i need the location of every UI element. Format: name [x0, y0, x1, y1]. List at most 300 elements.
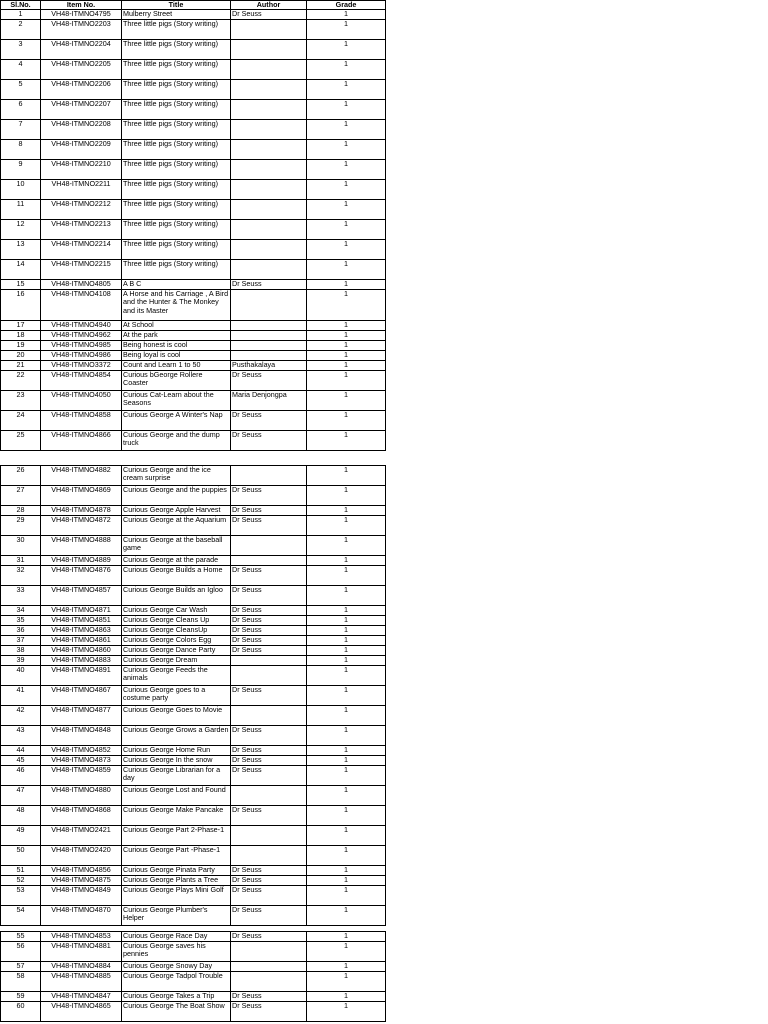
grade-cell: 1 [307, 10, 386, 19]
sl-no-cell: 17 [1, 320, 41, 330]
header-author: Author [231, 1, 307, 10]
table-row [1, 786, 386, 806]
author-cell: Dr Seuss [231, 906, 307, 926]
table-row [1, 876, 386, 886]
author-cell: Dr Seuss [231, 606, 307, 616]
item-no-cell: VH48-ITMNO2215 [41, 259, 122, 279]
grade-cell: 1 [307, 536, 386, 556]
sl-no-cell: 48 [1, 806, 41, 826]
grade-cell: 1 [307, 866, 386, 876]
title-cell: Curious George at the parade [122, 556, 231, 566]
grade-cell: 1 [307, 846, 386, 866]
sl-no-cell: 12 [1, 219, 41, 239]
grade-cell: 1 [307, 556, 386, 566]
table-row [1, 466, 386, 486]
author-cell [231, 666, 307, 686]
grade-cell: 1 [307, 506, 386, 516]
header-sl-no: Sl.No. [1, 1, 41, 10]
author-cell [231, 39, 307, 59]
item-no-cell: VH48-ITMNO4856 [41, 866, 122, 876]
grade-cell: 1 [307, 756, 386, 766]
author-cell: Dr Seuss [231, 932, 307, 942]
title-cell: Curious George Plumber's Helper [122, 906, 231, 926]
item-no-cell: VH48-ITMNO4878 [41, 506, 122, 516]
sl-no-cell: 42 [1, 706, 41, 726]
grade-cell: 1 [307, 320, 386, 330]
table-row [1, 932, 386, 942]
author-cell: Dr Seuss [231, 1002, 307, 1022]
grade-cell: 1 [307, 350, 386, 360]
grade-cell: 1 [307, 340, 386, 350]
author-cell [231, 119, 307, 139]
sl-no-cell: 47 [1, 786, 41, 806]
item-no-cell: VH48-ITMNO4875 [41, 876, 122, 886]
item-no-cell: VH48-ITMNO4891 [41, 666, 122, 686]
item-no-cell: VH48-ITMNO4869 [41, 486, 122, 506]
item-no-cell: VH48-ITMNO2420 [41, 846, 122, 866]
grade-cell: 1 [307, 726, 386, 746]
sl-no-cell: 33 [1, 586, 41, 606]
author-cell: Dr Seuss [231, 766, 307, 786]
grade-cell: 1 [307, 19, 386, 39]
grade-cell: 1 [307, 79, 386, 99]
author-cell: Dr Seuss [231, 616, 307, 626]
table-row [1, 360, 386, 370]
author-cell [231, 199, 307, 219]
title-cell: Three little pigs (Story writing) [122, 19, 231, 39]
sl-no-cell: 43 [1, 726, 41, 746]
sl-no-cell: 57 [1, 962, 41, 972]
grade-cell: 1 [307, 99, 386, 119]
title-cell: Curious bGeorge Rollere Coaster [122, 370, 231, 390]
item-no-cell: VH48-ITMNO4847 [41, 992, 122, 1002]
author-cell: Dr Seuss [231, 876, 307, 886]
item-no-cell: VH48-ITMNO4805 [41, 279, 122, 289]
item-no-cell: VH48-ITMNO4870 [41, 906, 122, 926]
author-cell: Dr Seuss [231, 506, 307, 516]
author-cell [231, 320, 307, 330]
sl-no-cell: 58 [1, 972, 41, 992]
sl-no-cell: 32 [1, 566, 41, 586]
item-no-cell: VH48-ITMNO4859 [41, 766, 122, 786]
table-row [1, 886, 386, 906]
item-no-cell: VH48-ITMNO3372 [41, 360, 122, 370]
author-cell [231, 59, 307, 79]
grade-cell: 1 [307, 706, 386, 726]
table-row [1, 340, 386, 350]
title-cell: Three little pigs (Story writing) [122, 199, 231, 219]
table-row [1, 666, 386, 686]
author-cell [231, 706, 307, 726]
title-cell: Three little pigs (Story writing) [122, 59, 231, 79]
table-row [1, 962, 386, 972]
grade-cell: 1 [307, 466, 386, 486]
grade-cell: 1 [307, 119, 386, 139]
author-cell: Dr Seuss [231, 866, 307, 876]
table-row [1, 199, 386, 219]
sl-no-cell: 19 [1, 340, 41, 350]
author-cell [231, 656, 307, 666]
item-no-cell: VH48-ITMNO2208 [41, 119, 122, 139]
sl-no-cell: 7 [1, 119, 41, 139]
item-no-cell: VH48-ITMNO4871 [41, 606, 122, 616]
author-cell: Dr Seuss [231, 886, 307, 906]
title-cell: Curious George Feeds the animals [122, 666, 231, 686]
grade-cell: 1 [307, 932, 386, 942]
sl-no-cell: 45 [1, 756, 41, 766]
grade-cell: 1 [307, 876, 386, 886]
grade-cell: 1 [307, 616, 386, 626]
sl-no-cell: 13 [1, 239, 41, 259]
author-cell [231, 179, 307, 199]
item-no-cell: VH48-ITMNO4872 [41, 516, 122, 536]
item-no-cell: VH48-ITMNO4985 [41, 340, 122, 350]
title-cell: Curious George In the snow [122, 756, 231, 766]
author-cell [231, 536, 307, 556]
item-table-part-3 [0, 931, 386, 1022]
table-row [1, 279, 386, 289]
table-row [1, 139, 386, 159]
sl-no-cell: 15 [1, 279, 41, 289]
item-no-cell: VH48-ITMNO4849 [41, 886, 122, 906]
grade-cell: 1 [307, 886, 386, 906]
grade-cell: 1 [307, 199, 386, 219]
item-no-cell: VH48-ITMNO2213 [41, 219, 122, 239]
table-row [1, 390, 386, 410]
table-row [1, 826, 386, 846]
item-no-cell: VH48-ITMNO4866 [41, 430, 122, 450]
table-row [1, 179, 386, 199]
sl-no-cell: 27 [1, 486, 41, 506]
item-no-cell: VH48-ITMNO4873 [41, 756, 122, 766]
title-cell: Mulberry Street [122, 10, 231, 19]
grade-cell: 1 [307, 606, 386, 616]
title-cell: Curious Cat-Learn about the Seasons [122, 390, 231, 410]
item-no-cell: VH48-ITMNO4858 [41, 410, 122, 430]
header-title: Title [122, 1, 231, 10]
table-row [1, 330, 386, 340]
grade-cell: 1 [307, 992, 386, 1002]
title-cell: Three little pigs (Story writing) [122, 159, 231, 179]
grade-cell: 1 [307, 139, 386, 159]
table-row [1, 486, 386, 506]
sl-no-cell: 56 [1, 942, 41, 962]
grade-cell: 1 [307, 566, 386, 586]
table-row [1, 686, 386, 706]
author-cell: Dr Seuss [231, 370, 307, 390]
table-row [1, 410, 386, 430]
author-cell [231, 259, 307, 279]
author-cell [231, 239, 307, 259]
sl-no-cell: 6 [1, 99, 41, 119]
item-no-cell: VH48-ITMNO4861 [41, 636, 122, 646]
sl-no-cell: 11 [1, 199, 41, 219]
sl-no-cell: 21 [1, 360, 41, 370]
item-no-cell: VH48-ITMNO2209 [41, 139, 122, 159]
title-cell: Three little pigs (Story writing) [122, 79, 231, 99]
author-cell [231, 289, 307, 320]
sl-no-cell: 22 [1, 370, 41, 390]
table-row [1, 972, 386, 992]
title-cell: Curious George Make Pancake [122, 806, 231, 826]
table-row [1, 516, 386, 536]
author-cell: Dr Seuss [231, 430, 307, 450]
item-no-cell: VH48-ITMNO4986 [41, 350, 122, 360]
grade-cell: 1 [307, 746, 386, 756]
title-cell: Curious George Plants a Tree [122, 876, 231, 886]
title-cell: Curious George Pinata Party [122, 866, 231, 876]
table-row [1, 350, 386, 360]
author-cell [231, 972, 307, 992]
item-no-cell: VH48-ITMNO2212 [41, 199, 122, 219]
table-row [1, 370, 386, 390]
table-row [1, 606, 386, 616]
table-row [1, 726, 386, 746]
grade-cell: 1 [307, 1002, 386, 1022]
author-cell: Dr Seuss [231, 586, 307, 606]
title-cell: Three little pigs (Story writing) [122, 39, 231, 59]
sl-no-cell: 1 [1, 10, 41, 19]
title-cell: Being honest is cool [122, 340, 231, 350]
item-no-cell: VH48-ITMNO4884 [41, 962, 122, 972]
title-cell: Curious George and the puppies [122, 486, 231, 506]
item-no-cell: VH48-ITMNO4851 [41, 616, 122, 626]
item-no-cell: VH48-ITMNO4876 [41, 566, 122, 586]
author-cell: Dr Seuss [231, 726, 307, 746]
title-cell: Three little pigs (Story writing) [122, 119, 231, 139]
author-cell [231, 159, 307, 179]
item-no-cell: VH48-ITMNO2210 [41, 159, 122, 179]
header-item-no: Item No. [41, 1, 122, 10]
item-no-cell: VH48-ITMNO4877 [41, 706, 122, 726]
table-row [1, 320, 386, 330]
author-cell: Pusthakalaya [231, 360, 307, 370]
grade-cell: 1 [307, 766, 386, 786]
item-no-cell: VH48-ITMNO4863 [41, 626, 122, 636]
grade-cell: 1 [307, 962, 386, 972]
grade-cell: 1 [307, 370, 386, 390]
author-cell: Dr Seuss [231, 279, 307, 289]
author-cell: Dr Seuss [231, 10, 307, 19]
title-cell: Three little pigs (Story writing) [122, 179, 231, 199]
author-cell: Dr Seuss [231, 686, 307, 706]
title-cell: Curious George and the dump truck [122, 430, 231, 450]
grade-cell: 1 [307, 786, 386, 806]
sl-no-cell: 36 [1, 626, 41, 636]
item-no-cell: VH48-ITMNO4867 [41, 686, 122, 706]
item-table-part-1 [0, 0, 386, 451]
author-cell [231, 826, 307, 846]
author-cell: Dr Seuss [231, 992, 307, 1002]
sl-no-cell: 44 [1, 746, 41, 756]
title-cell: Curious George A Winter's Nap [122, 410, 231, 430]
author-cell: Dr Seuss [231, 566, 307, 586]
table-row [1, 942, 386, 962]
table-row [1, 506, 386, 516]
grade-cell: 1 [307, 159, 386, 179]
table-row [1, 866, 386, 876]
table-row [1, 119, 386, 139]
title-cell: Curious George at the Aquarium [122, 516, 231, 536]
author-cell [231, 350, 307, 360]
title-cell: Curious George Builds a Home [122, 566, 231, 586]
grade-cell: 1 [307, 626, 386, 636]
title-cell: Three little pigs (Story writing) [122, 259, 231, 279]
table-row [1, 586, 386, 606]
table-row [1, 39, 386, 59]
author-cell [231, 99, 307, 119]
grade-cell: 1 [307, 39, 386, 59]
sl-no-cell: 28 [1, 506, 41, 516]
item-no-cell: VH48-ITMNO2207 [41, 99, 122, 119]
item-no-cell: VH48-ITMNO2214 [41, 239, 122, 259]
table-row [1, 159, 386, 179]
author-cell [231, 19, 307, 39]
title-cell: Curious George Part -Phase-1 [122, 846, 231, 866]
item-no-cell: VH48-ITMNO4852 [41, 746, 122, 756]
grade-cell: 1 [307, 239, 386, 259]
item-no-cell: VH48-ITMNO4885 [41, 972, 122, 992]
author-cell [231, 340, 307, 350]
author-cell [231, 139, 307, 159]
grade-cell: 1 [307, 656, 386, 666]
title-cell: At the park [122, 330, 231, 340]
grade-cell: 1 [307, 410, 386, 430]
sl-no-cell: 35 [1, 616, 41, 626]
title-cell: Being loyal is cool [122, 350, 231, 360]
grade-cell: 1 [307, 686, 386, 706]
author-cell: Dr Seuss [231, 646, 307, 656]
grade-cell: 1 [307, 179, 386, 199]
sl-no-cell: 30 [1, 536, 41, 556]
grade-cell: 1 [307, 430, 386, 450]
author-cell: Dr Seuss [231, 806, 307, 826]
author-cell [231, 219, 307, 239]
author-cell [231, 79, 307, 99]
sl-no-cell: 34 [1, 606, 41, 616]
title-cell: Curious George and the ice cream surprise [122, 466, 231, 486]
item-no-cell: VH48-ITMNO4865 [41, 1002, 122, 1022]
title-cell: Curious George goes to a costume party [122, 686, 231, 706]
title-cell: Count and Learn 1 to 50 [122, 360, 231, 370]
grade-cell: 1 [307, 360, 386, 370]
title-cell: Curious George Colors Egg [122, 636, 231, 646]
sl-no-cell: 38 [1, 646, 41, 656]
sl-no-cell: 25 [1, 430, 41, 450]
author-cell [231, 942, 307, 962]
sl-no-cell: 8 [1, 139, 41, 159]
grade-cell: 1 [307, 906, 386, 926]
grade-cell: 1 [307, 646, 386, 656]
sl-no-cell: 55 [1, 932, 41, 942]
title-cell: Curious George Dance Party [122, 646, 231, 656]
item-no-cell: VH48-ITMNO4888 [41, 536, 122, 556]
item-no-cell: VH48-ITMNO4962 [41, 330, 122, 340]
table-row [1, 1002, 386, 1022]
item-no-cell: VH48-ITMNO4868 [41, 806, 122, 826]
author-cell [231, 846, 307, 866]
title-cell: Curious George Cleans Up [122, 616, 231, 626]
table-row [1, 556, 386, 566]
title-cell: Curious George Tadpol Trouble [122, 972, 231, 992]
grade-cell: 1 [307, 666, 386, 686]
item-no-cell: VH48-ITMNO4882 [41, 466, 122, 486]
table-row [1, 806, 386, 826]
table-row [1, 626, 386, 636]
grade-cell: 1 [307, 289, 386, 320]
sl-no-cell: 9 [1, 159, 41, 179]
sl-no-cell: 53 [1, 886, 41, 906]
item-no-cell: VH48-ITMNO4857 [41, 586, 122, 606]
grade-cell: 1 [307, 259, 386, 279]
sl-no-cell: 49 [1, 826, 41, 846]
sl-no-cell: 24 [1, 410, 41, 430]
table-row [1, 656, 386, 666]
sl-no-cell: 31 [1, 556, 41, 566]
table-row [1, 706, 386, 726]
title-cell: A B C [122, 279, 231, 289]
title-cell: Curious George Apple Harvest [122, 506, 231, 516]
sl-no-cell: 18 [1, 330, 41, 340]
title-cell: Curious George Plays Mini Golf [122, 886, 231, 906]
sl-no-cell: 52 [1, 876, 41, 886]
title-cell: A Horse and his Carriage , A Bird and the Hunter & The Monkey and its Master [122, 289, 231, 320]
title-cell: Curious George Part 2-Phase-1 [122, 826, 231, 846]
item-no-cell: VH48-ITMNO2206 [41, 79, 122, 99]
title-cell: Curious George Snowy Day [122, 962, 231, 972]
table-row [1, 19, 386, 39]
sl-no-cell: 29 [1, 516, 41, 536]
table-row [1, 536, 386, 556]
title-cell: Curious George Race Day [122, 932, 231, 942]
table-row [1, 219, 386, 239]
author-cell: Dr Seuss [231, 636, 307, 646]
item-no-cell: VH48-ITMNO2421 [41, 826, 122, 846]
item-no-cell: VH48-ITMNO4848 [41, 726, 122, 746]
author-cell [231, 556, 307, 566]
title-cell: At School [122, 320, 231, 330]
author-cell: Dr Seuss [231, 486, 307, 506]
grade-cell: 1 [307, 219, 386, 239]
item-no-cell: VH48-ITMNO4889 [41, 556, 122, 566]
grade-cell: 1 [307, 586, 386, 606]
title-cell: Curious George Builds an Igloo [122, 586, 231, 606]
table-row [1, 430, 386, 450]
title-cell: Curious George at the baseball game [122, 536, 231, 556]
grade-cell: 1 [307, 826, 386, 846]
grade-cell: 1 [307, 942, 386, 962]
sl-no-cell: 14 [1, 259, 41, 279]
sl-no-cell: 26 [1, 466, 41, 486]
sl-no-cell: 51 [1, 866, 41, 876]
item-no-cell: VH48-ITMNO2204 [41, 39, 122, 59]
author-cell [231, 962, 307, 972]
table-row [1, 906, 386, 926]
sl-no-cell: 41 [1, 686, 41, 706]
table-row [1, 10, 386, 19]
table-row [1, 239, 386, 259]
item-no-cell: VH48-ITMNO4881 [41, 942, 122, 962]
title-cell: Curious George Librarian for a day [122, 766, 231, 786]
table-row [1, 99, 386, 119]
sl-no-cell: 46 [1, 766, 41, 786]
item-no-cell: VH48-ITMNO2205 [41, 59, 122, 79]
item-no-cell: VH48-ITMNO4880 [41, 786, 122, 806]
table-row [1, 766, 386, 786]
item-no-cell: VH48-ITMNO4108 [41, 289, 122, 320]
grade-cell: 1 [307, 59, 386, 79]
author-cell: Dr Seuss [231, 516, 307, 536]
